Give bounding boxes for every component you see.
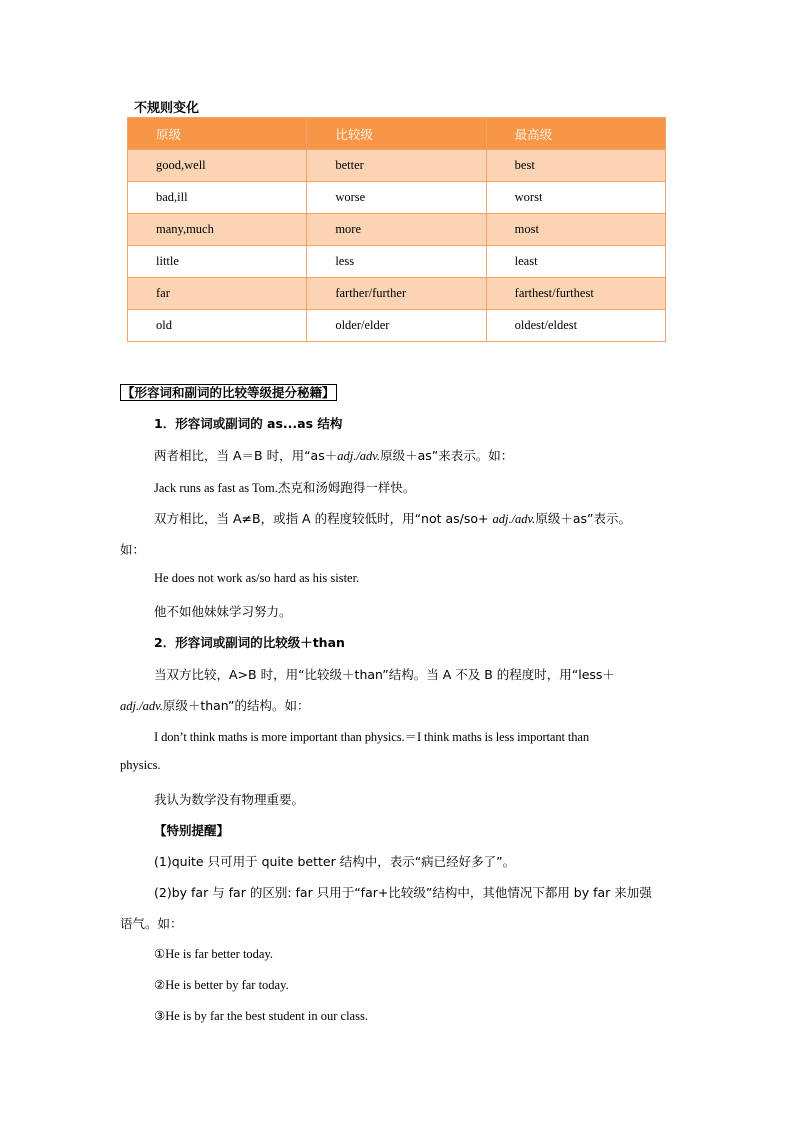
header-comparative: 比较级 [307,118,486,150]
paragraph-text: 原级＋than”的结构。如： [162,698,310,713]
cell-superlative: oldest/eldest [486,310,665,342]
cell-comparative: older/elder [307,310,486,342]
paragraph-equal [154,446,513,464]
cell-positive: many,much [128,214,307,246]
note-title: 【特别提醒】 [154,823,230,838]
cell-superlative: best [486,150,665,182]
circled-number: ① [154,947,166,961]
circled-number: ② [154,978,166,992]
adj-adv-term: adj./adv. [337,449,381,463]
note-continuation: 语气。如： [120,916,183,931]
cell-comparative: better [307,150,486,182]
cell-positive: good,well [128,150,307,182]
section-title: 【形容词和副词的比较等级提分秘籍】 [122,385,335,400]
cell-superlative: worst [486,182,665,214]
table-row [128,150,666,182]
table-row [128,310,666,342]
paragraph-text: 原级＋as”表示。 [535,511,631,526]
list-text: He is by far the best student in our class. [165,1009,368,1023]
cell-comparative: less [307,246,486,278]
cell-superlative: least [486,246,665,278]
note-item: (1)quite 只可用于 quite better 结构中，表示“病已经好多了”。 [154,854,516,869]
table-row [128,214,666,246]
list-item [154,946,273,962]
list-item [154,1008,368,1024]
header-superlative: 最高级 [486,118,665,150]
paragraph-continuation: 如： [120,542,146,557]
cell-superlative: most [486,214,665,246]
adj-adv-term: adj./adv. [492,512,536,526]
cell-positive: bad,ill [128,182,307,214]
cell-positive: old [128,310,307,342]
irregular-forms-table [127,117,666,342]
heading-as-as: 1．形容词或副词的 as...as 结构 [154,416,343,431]
list-text: He is far better today. [165,947,274,961]
cell-positive: far [128,278,307,310]
paragraph-text: 两者相比，当 A＝B 时，用“as＋ [154,448,338,463]
list-item [154,977,289,993]
paragraph-continuation [120,696,310,714]
example-translation: 他不如他妹妹学习努力。 [154,604,292,619]
example-translation: 我认为数学没有物理重要。 [154,792,305,807]
example-sentence: Jack runs as fast as Tom.杰克和汤姆跑得一样快。 [154,481,416,495]
cell-superlative: farthest/furthest [486,278,665,310]
table-row [128,246,666,278]
example-continuation: physics. [120,758,161,772]
paragraph-unequal [154,509,631,527]
table-row [128,182,666,214]
table-row [128,278,666,310]
cell-comparative: farther/further [307,278,486,310]
table-header-row [128,118,666,150]
table-caption: 不规则变化 [134,101,200,116]
paragraph-text: 原级＋as”来表示。如： [380,448,514,463]
paragraph-text: 双方相比，当 A≠B，或指 A 的程度较低时，用“not as/so+ [154,511,493,526]
example-sentence: I don’t think maths is more important than physics.＝I think maths is less important than [154,730,590,744]
note-item: (2)by far 与 far 的区别: far 只用于“far+比较级”结构中，其他情况下都用 by far 来加强 [154,885,652,900]
list-text: He is better by far today. [165,978,289,992]
circled-number: ③ [154,1009,166,1023]
example-sentence: He does not work as/so hard as his sister. [154,571,360,585]
heading-than: 2．形容词或副词的比较级＋than [154,635,345,650]
paragraph-comparative: 当双方比较，A>B 时，用“比较级＋than”结构。当 A 不及 B 的程度时，用“less＋ [154,667,615,682]
header-positive: 原级 [128,118,307,150]
cell-positive: little [128,246,307,278]
cell-comparative: more [307,214,486,246]
adj-adv-term: adj./adv. [120,699,163,713]
cell-comparative: worse [307,182,486,214]
